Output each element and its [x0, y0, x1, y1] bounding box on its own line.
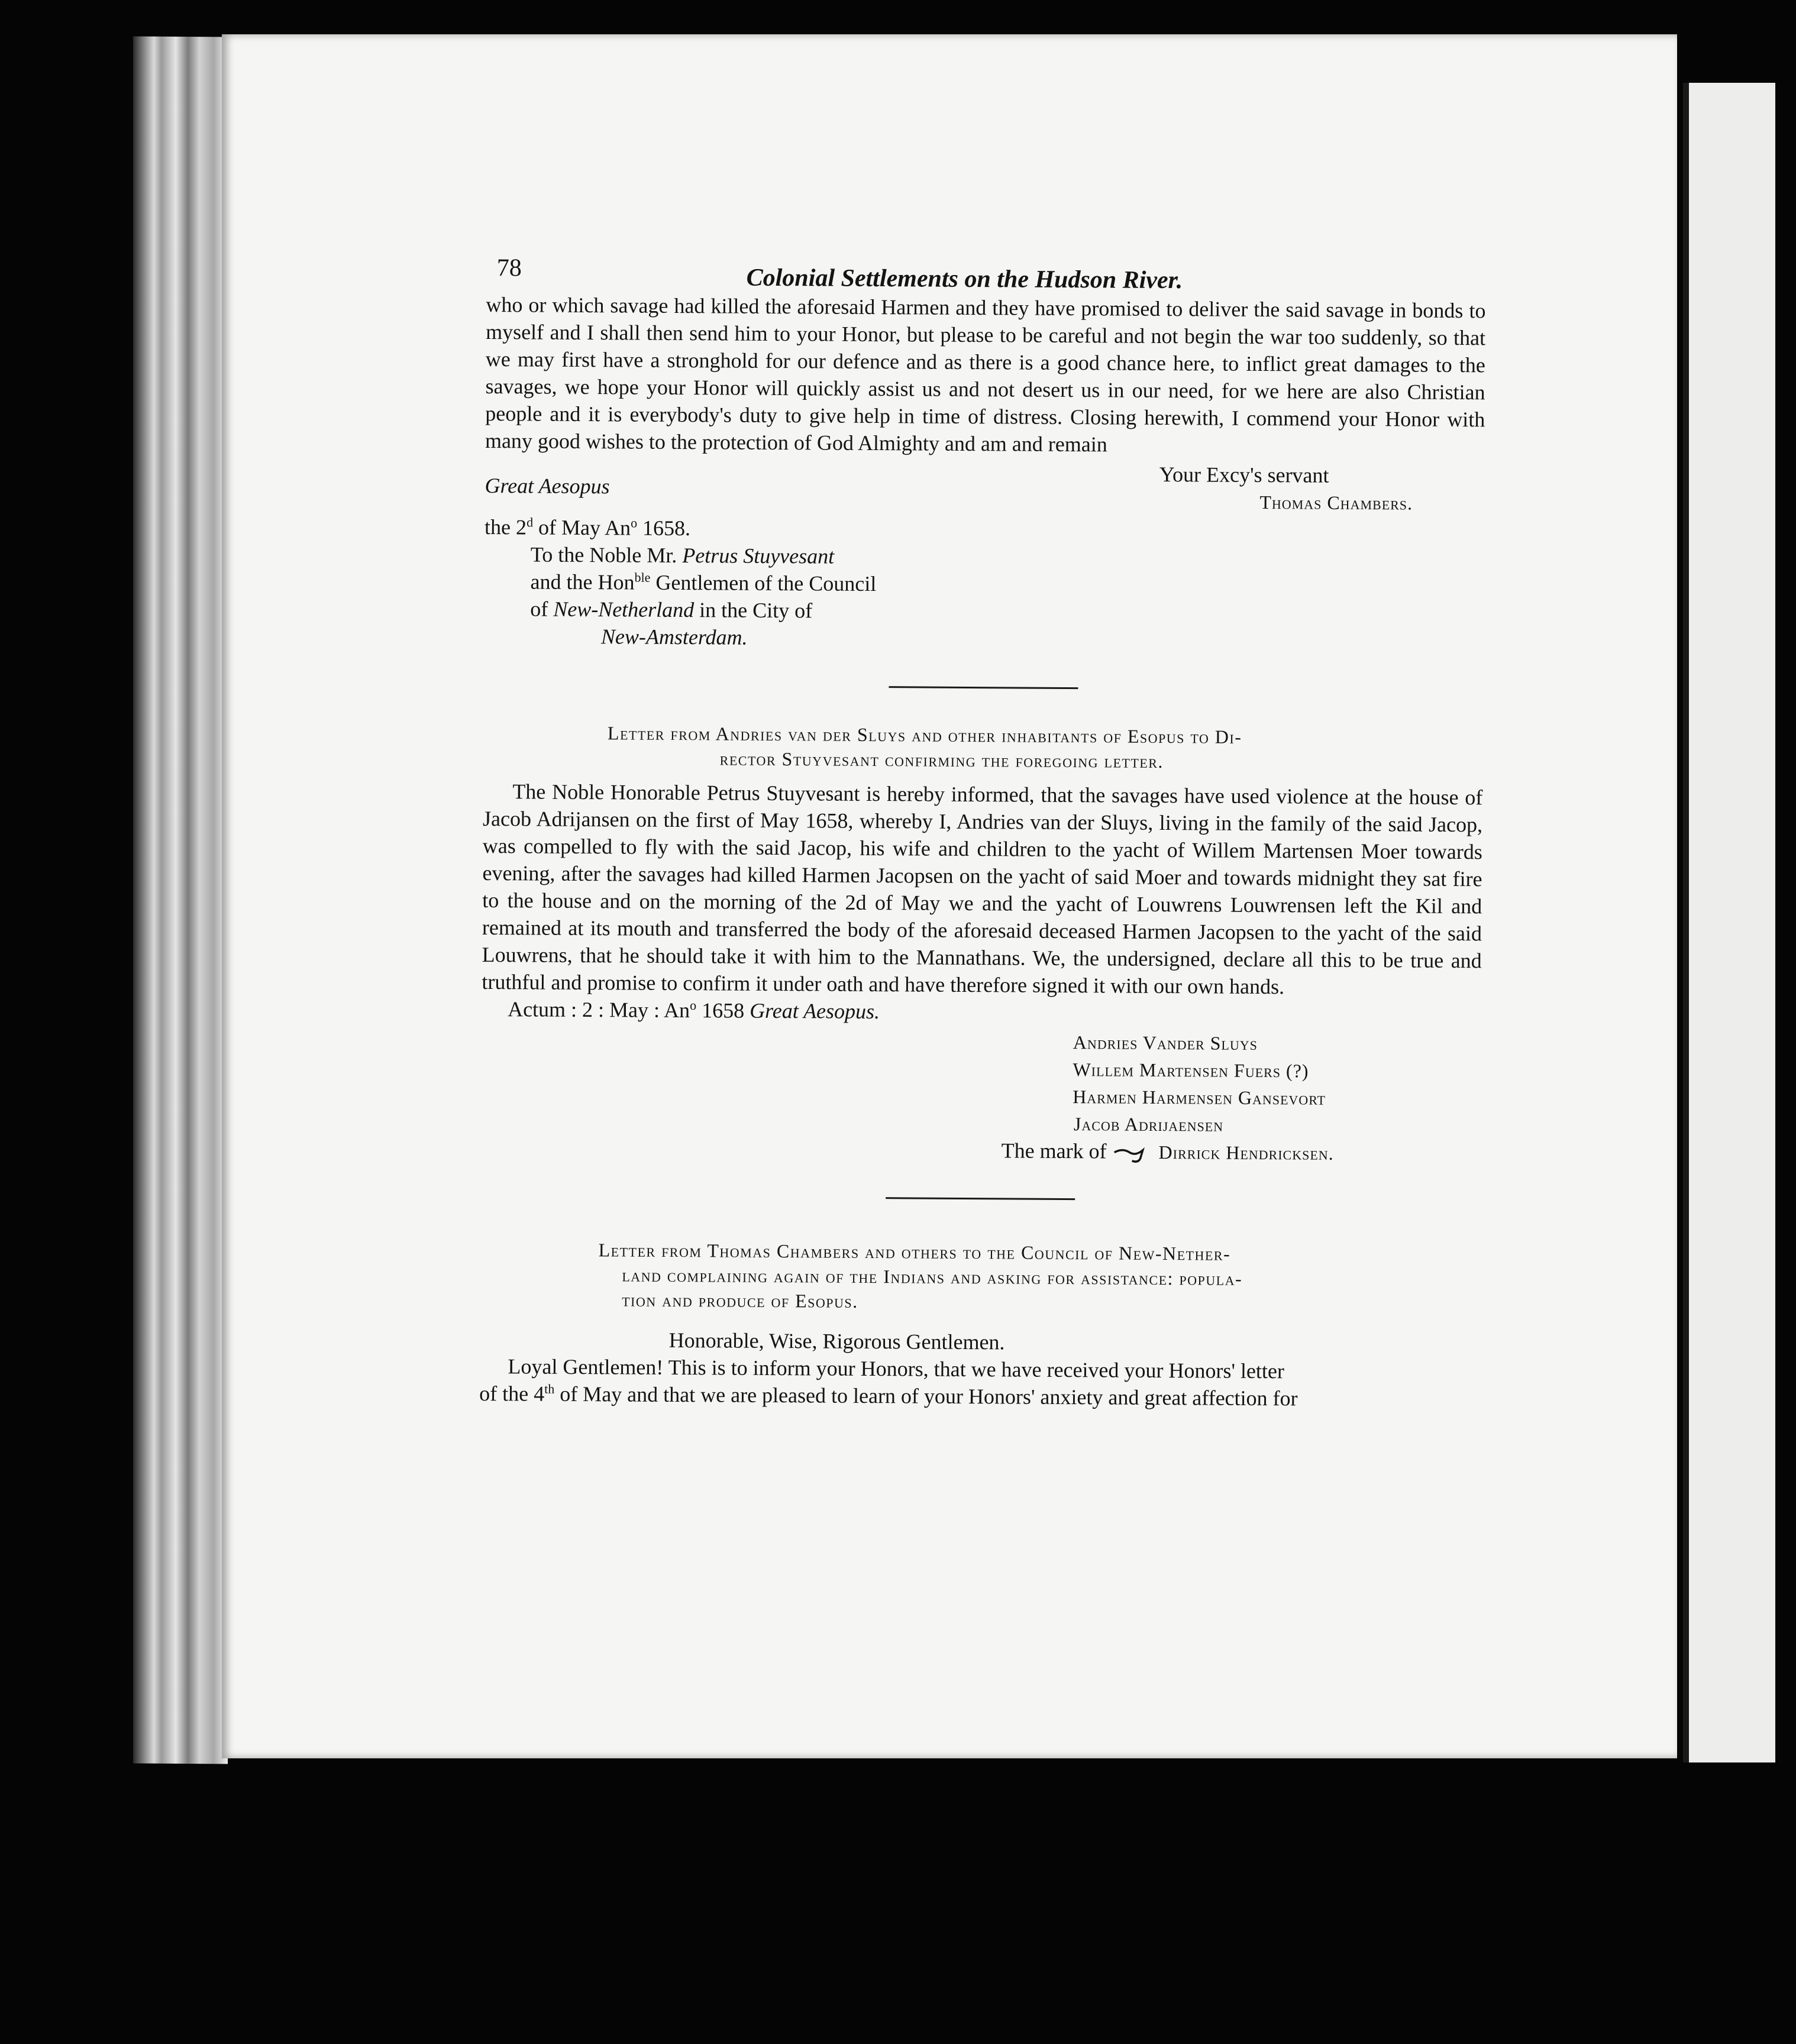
address-line-2-pre: and the Hon [530, 570, 635, 594]
address-line-1-name: Petrus Stuyvesant [682, 544, 835, 568]
letter1-place: Great Aesopus [484, 473, 610, 499]
letter2-signers [481, 1023, 1481, 1140]
actum-pre: Actum : 2 : May : An [508, 997, 690, 1023]
address-line-1-pre: To the Noble Mr. [530, 542, 683, 568]
letter3-body-2-sup: th [544, 1381, 555, 1396]
address-line-3-post: in the City of [694, 598, 813, 623]
address-line-2-sup: ble [634, 570, 651, 585]
signer-2: Willem Martensen Fuers (?) [1073, 1059, 1309, 1082]
letter3-body-line-1: Loyal Gentlemen! This is to inform your Honors, that we have received your Honors' letter [508, 1354, 1285, 1383]
letter3-body-2-post: of May and that we are pleased to learn of your Honors' anxiety and great affection for [554, 1382, 1298, 1411]
signer-4: Jacob Adrijaensen [1073, 1113, 1224, 1136]
letter1-date-sup: d [526, 515, 534, 530]
letter3-heading [480, 1237, 1480, 1317]
signer-1: Andries Vander Sluys [1073, 1031, 1258, 1054]
actum-place: Great Aesopus. [750, 998, 880, 1024]
letter1-closing: Your Excy's servant [1159, 462, 1329, 487]
letter1-date-year: 1658. [637, 516, 691, 541]
signature-mark-icon [1112, 1145, 1154, 1163]
page-text [479, 248, 1486, 1413]
letter1-signature: Thomas Chambers. [1259, 491, 1413, 514]
letter1-date-o: o [631, 515, 638, 531]
letter2-heading-line-1: Letter from Andries van der Sluys and other inhabitants of Esopus to Di- [607, 722, 1242, 748]
letter1-date-mid: of May An [532, 515, 631, 540]
address-line-2-post: Gentlemen of the Council [650, 570, 877, 596]
actum-o: o [690, 998, 697, 1013]
mark-label: The mark of [1001, 1139, 1107, 1163]
letter3-heading-line-2: land complaining again of the Indians and asking for assistance: popula- [622, 1264, 1243, 1289]
address-line-4: New-Amsterdam. [600, 625, 748, 649]
letter3-heading-line-1: Letter from Thomas Chambers and others to the Council of New-Nether- [598, 1239, 1231, 1264]
address-line-3-name: New-Netherland [553, 597, 695, 622]
page-number: 78 [496, 254, 522, 282]
page-stack-edge [133, 36, 228, 1764]
address-line-3-pre: of [530, 597, 554, 621]
letter1-closing-block [484, 454, 1485, 519]
actum-year: 1658 [696, 998, 750, 1023]
letter3-body-2-pre: of the 4 [479, 1381, 545, 1406]
letter3-heading-line-3: tion and produce of Esopus. [622, 1289, 858, 1312]
signer-3: Harmen Harmensen Gansevort [1073, 1086, 1326, 1109]
letter1-address [484, 541, 1484, 655]
letter1-body: who or which savage had killed the aforesaid Harmen and they have promised to deliver the said savage in bonds to myself and I shall then send him to your Honor, but please to be careful and not begin the war too suddenly, so that we may first have a stronghold for our defence and as there is a good chance here, to inflict great damages to the savages, we hope your Honor will quickly assist us and not desert us in our need, for we here are also Christian people and it is everybody's duty to give help in time of distress. Closing herewith, I commend your Honor with many good wishes to the protection of God Almighty and am and remain [484, 292, 1486, 457]
letter1-date-pre: the 2 [484, 515, 527, 539]
letter2-heading-line-2: rector Stuyvesant confirming the foregoing letter. [719, 748, 1164, 772]
letter2-body: The Noble Honorable Petrus Stuyvesant is hereby informed, that the savages have used violence at the house of Jacob Adrijansen on the first of May 1658, whereby I, Andries van der Sluys, living in the family of the said Jacop, was compelled to fly with the said Jacop, his wife and children to the yacht of Willem Martensen Moer towards evening, after the savages had killed Harmen Jacopsen on the yacht of said Moer and towards midnight they sat fire to the house and on the morning of the 2d of May we and the yacht of Louwrens Louwrensen left the Kil and remained at its mouth and transferred the body of the aforesaid deceased Harmen Jacopsen to the yacht of the said Louwrens, that he should take it with him to the Mannathans. We, the undersigned, declare all this to be true and truthful and promise to confirm it under oath and have therefore signed it with our own hands. [482, 780, 1483, 999]
letter2-heading [483, 720, 1483, 775]
running-title: Colonial Settlements on the Hudson River. [746, 264, 1183, 295]
mark-name: Dirrick Hendricksen. [1158, 1141, 1334, 1164]
page-header [486, 248, 1486, 297]
letter3-salutation: Honorable, Wise, Rigorous Gentlemen. [668, 1328, 1005, 1354]
facing-page-edge [1683, 83, 1775, 1762]
